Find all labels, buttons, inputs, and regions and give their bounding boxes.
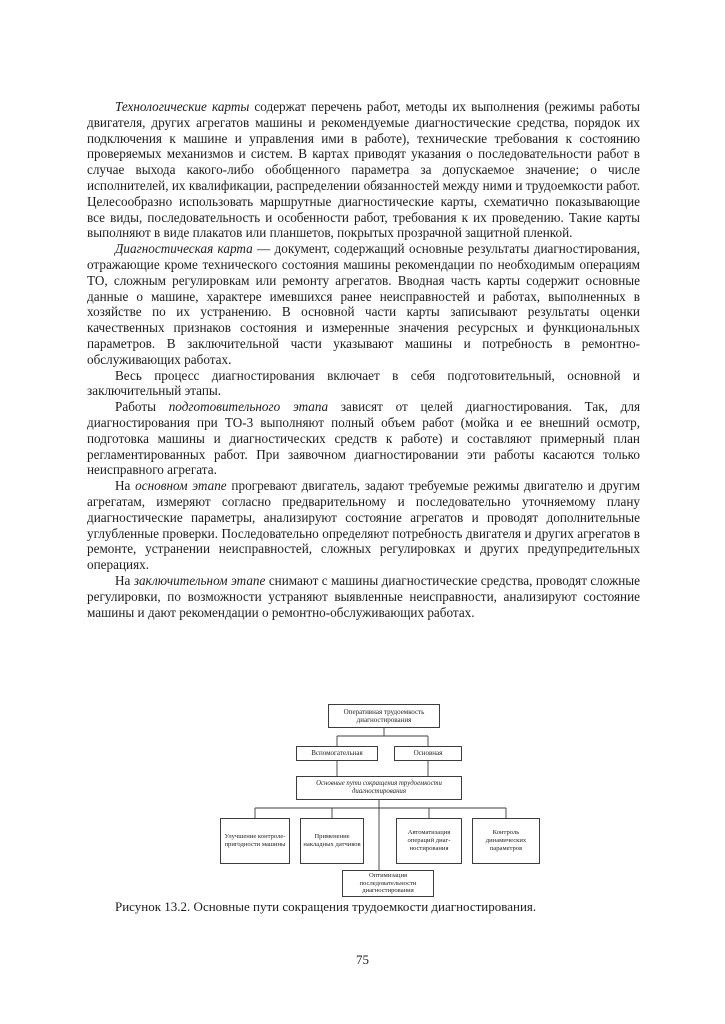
paragraph-text: Весь процесс диагностирования включает в себя подготовительный, основной и заключительный этапы. [87, 367, 640, 399]
diagram-box-clip-on-sensors: Применение накладных датчиков [300, 818, 364, 864]
paragraph-text: — документ, содержащий основные результаты диагностирования, отражающие кроме технического состояния машины рекомендации по необходимым операциям ТО, сложным регулировкам или ремонту агрегатов. Вводная часть карты содержит основные данные о машине, характере имевшихся ранее неисправностей и работах, выполненных в хозяйстве по их устранению. В основной части карты записывают результаты оценки качественных признаков состояния и измеренные значения ресурсных и функциональных параметров. В заключительной части указывают машины и потребность в ремонтно-обслуживающих работах. [87, 241, 640, 367]
paragraph-text: содержат перечень работ, методы их выполнения (режимы работы двигателя, других агрегатов машины и рекомендуемые диагностические средства, порядок их подключения к машине и управления ими в работе), технические требования к состоянию проверяемых механизмов и систем. В картах приводят указания о последовательности работ в случае выхода какого-либо обобщенного параметра за допускаемое значение; о числе исполнителей, их квалификации, распределении обязанностей между ними и трудоемкости работ. Целесообразно использовать маршрутные диагностические карты, схематично показывающие все виды, последовательность и особенности работ, требования к их проведению. Такие карты выполняют в виде плакатов или планшетов, покрытых прозрачной защитной пленкой. [87, 99, 640, 241]
paragraph-technological-cards [87, 99, 640, 241]
page-number: 75 [356, 952, 369, 967]
diagram-box-controllability-improvement: Улучшение контроле-пригодности машины [220, 818, 290, 864]
diagram-box-main: Основная [394, 746, 462, 761]
diagram-connectors [216, 702, 546, 898]
term-final-stage: заключительном этапе [133, 572, 266, 588]
paragraph-text: Работы [115, 399, 169, 415]
paragraph-main-stage [87, 478, 640, 573]
figure-caption: Рисунок 13.2. Основные пути сокращения трудоемкости диагностирования. [115, 899, 537, 914]
term-diagnostic-card: Диагностическая карта [115, 241, 253, 257]
paragraph-preparatory-stage [87, 399, 640, 478]
term-preparatory-stage: подготовительного этапа [168, 399, 329, 415]
paragraph-text: зависят от целей диагностирования. Так, для диагностирования при ТО-3 выполняют полный объем работ (мойка и ее внешний осмотр, подготовка машины и диагностических средств к работе) и составляют примерный план регламентированных работ. При заявочном диагностировании эти работы касаются только неисправного агрегата. [87, 399, 641, 478]
body-text [87, 99, 640, 620]
paragraph-final-stage [87, 573, 640, 620]
term-main-stage: основном этапе [135, 478, 227, 494]
paragraph-text: На [115, 572, 134, 588]
figure-diagram [216, 702, 546, 898]
diagram-box-sequence-optimization: Оптимизация последовательности диагностирования [342, 870, 434, 897]
paragraph-text: снимают с машины диагностические средства, проводят сложные регулировки, по возможности устраняют выявленные неисправности, анализируют состояние машины и дают рекомендации о ремонтно-обслуживающих работах. [87, 572, 640, 620]
diagram-box-dynamic-parameters-control: Контроль динамических параметров [472, 818, 540, 864]
diagram-box-operational-labor-intensity: Оперативная трудоемкость диагностирования [328, 704, 440, 728]
paragraph-process-stages [87, 368, 640, 400]
diagram-box-auxiliary: Вспомогательная [296, 746, 378, 761]
diagram-box-reduction-ways-label: Основные пути сокращения трудоемкости диагностирования [296, 776, 462, 800]
paragraph-text: На [115, 478, 136, 494]
paragraph-text: прогревают двигатель, задают требуемые режимы двигателю и другим агрегатам, измеряют согласно предварительному и последовательно уточняемому плану диагностические параметры, анализируют состояние агрегатов и проводят дополнительные углубленные проверки. Последовательно определяют потребность двигателя и других агрегатов в ремонте, устранении неисправностей, сложных регулировках и других предупредительных операциях. [87, 478, 640, 573]
diagram-box-automation-of-operations: Автоматизация операций диаг-ностирования [396, 818, 462, 864]
term-technological-cards: Технологические карты [115, 99, 250, 114]
paragraph-diagnostic-card [87, 241, 640, 367]
